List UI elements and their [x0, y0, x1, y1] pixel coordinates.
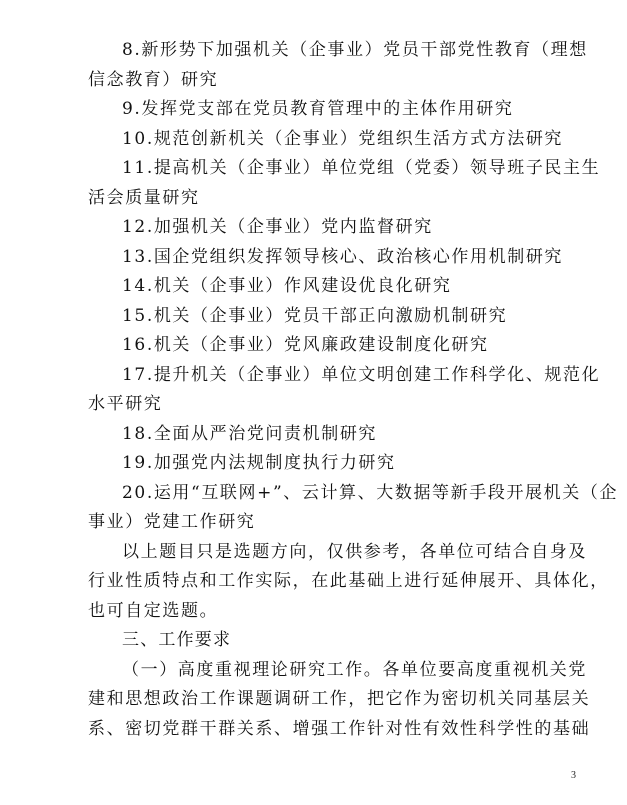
topic-item-17: 17.提升机关（企事业）单位文明创建工作科学化、规范化 — [122, 364, 601, 385]
topic-item-9: 9.发挥党支部在党员教育管理中的主体作用研究 — [122, 99, 514, 119]
topic-item-17-continuation: 水平研究 — [88, 394, 163, 414]
topic-item-19: 19.加强党内法规制度执行力研究 — [122, 453, 396, 473]
requirement-paragraph-line-3: 系、密切党群干群关系、增强工作针对性有效性科学性的基础 — [88, 718, 591, 739]
topic-item-20: 20.运用“互联网+”、云计算、大数据等新手段开展机关（企 — [122, 482, 619, 503]
section-heading-work-requirements: 三、工作要求 — [122, 630, 232, 650]
topic-item-11-continuation: 活会质量研究 — [88, 187, 200, 208]
topic-item-14: 14.机关（企事业）作风建设优良化研究 — [122, 276, 452, 296]
topic-item-20-continuation: 事业）党建工作研究 — [88, 512, 256, 532]
topic-item-18: 18.全面从严治党问责机制研究 — [122, 423, 378, 444]
topic-item-12: 12.加强机关（企事业）党内监督研究 — [122, 217, 433, 237]
topic-item-8: 8.新形势下加强机关（企事业）党员干部党性教育（理想 — [122, 40, 588, 60]
note-paragraph-line-3: 也可自定选题。 — [88, 600, 219, 621]
topic-item-10: 10.规范创新机关（企事业）党组织生活方式方法研究 — [122, 128, 564, 149]
topic-item-15: 15.机关（企事业）党员干部正向激励机制研究 — [122, 305, 508, 326]
topic-item-16: 16.机关（企事业）党风廉政建设制度化研究 — [122, 335, 489, 355]
topic-item-13: 13.国企党组织发挥领导核心、政治核心作用机制研究 — [122, 246, 564, 267]
topic-item-11: 11.提高机关（企事业）单位党组（党委）领导班子民主生 — [122, 158, 601, 178]
document-body — [88, 36, 619, 744]
topic-item-8-continuation: 信念教育）研究 — [88, 69, 219, 90]
note-paragraph-line-2: 行业性质特点和工作实际，在此基础上进行延伸展开、具体化， — [88, 571, 609, 591]
note-paragraph-line-1: 以上题目只是选题方向，仅供参考，各单位可结合自身及 — [122, 541, 587, 562]
page-number: 3 — [571, 770, 576, 781]
requirement-paragraph-line-1: （一）高度重视理论研究工作。各单位要高度重视机关党 — [122, 659, 587, 680]
requirement-paragraph-line-2: 建和思想政治工作课题调研工作，把它作为密切机关同基层关 — [88, 689, 591, 709]
